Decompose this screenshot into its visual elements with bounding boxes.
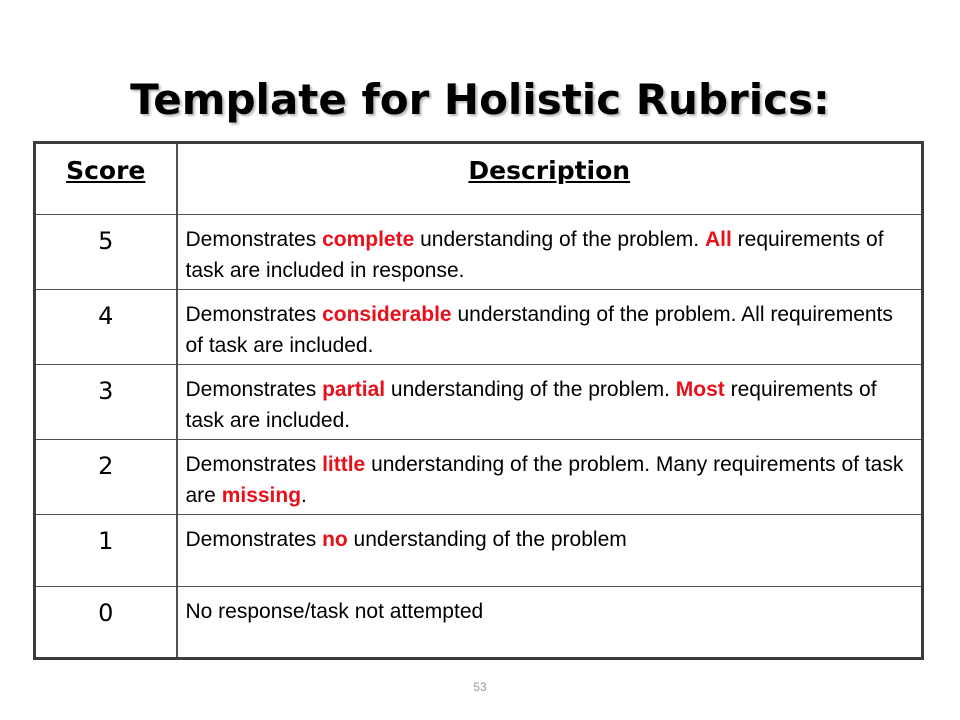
description-cell (177, 515, 923, 587)
table-row (35, 365, 923, 440)
rubric-rows (35, 215, 923, 659)
score-column-header: Score (35, 143, 177, 215)
score-cell: 0 (35, 587, 177, 659)
description-text: requirements of task are included. (185, 378, 877, 432)
description-text: understanding of the problem. Many requirements of task are (185, 453, 904, 507)
description-text: understanding of the problem (347, 528, 627, 551)
score-cell: 4 (35, 290, 177, 365)
table-row (35, 215, 923, 290)
rubric-table (33, 141, 924, 660)
emphasis-text: little (322, 453, 366, 476)
description-text: understanding of the problem. (414, 228, 705, 251)
description-text: Demonstrates (185, 528, 323, 551)
emphasis-text: Most (675, 378, 725, 401)
description-text: Demonstrates (185, 228, 323, 251)
emphasis-text: considerable (322, 303, 452, 326)
score-cell: 5 (35, 215, 177, 290)
description-column-header: Description (177, 143, 923, 215)
description-text: requirements of task are included in response. (185, 228, 884, 282)
description-cell (177, 587, 923, 659)
description-text: Demonstrates (185, 453, 323, 476)
score-cell: 2 (35, 440, 177, 515)
table-row (35, 290, 923, 365)
description-text: understanding of the problem. (385, 378, 676, 401)
description-text: understanding of the problem. All requirements of task are included. (185, 303, 893, 357)
score-cell: 1 (35, 515, 177, 587)
description-cell (177, 440, 923, 515)
slide-title: Template for Holistic Rubrics: (130, 75, 830, 124)
emphasis-text: partial (322, 378, 386, 401)
emphasis-text: All (704, 228, 732, 251)
description-text: Demonstrates (185, 303, 323, 326)
score-cell: 3 (35, 365, 177, 440)
description-text: . (301, 484, 307, 507)
page-number: 53 (473, 680, 487, 694)
emphasis-text: missing (221, 484, 302, 507)
table-row (35, 515, 923, 587)
table-header-row (35, 143, 923, 215)
description-text: No response/task not attempted (185, 600, 484, 623)
description-cell (177, 290, 923, 365)
emphasis-text: complete (322, 228, 415, 251)
description-text: Demonstrates (185, 378, 323, 401)
table-row (35, 587, 923, 659)
emphasis-text: no (322, 528, 348, 551)
table-row (35, 440, 923, 515)
description-cell (177, 215, 923, 290)
description-cell (177, 365, 923, 440)
